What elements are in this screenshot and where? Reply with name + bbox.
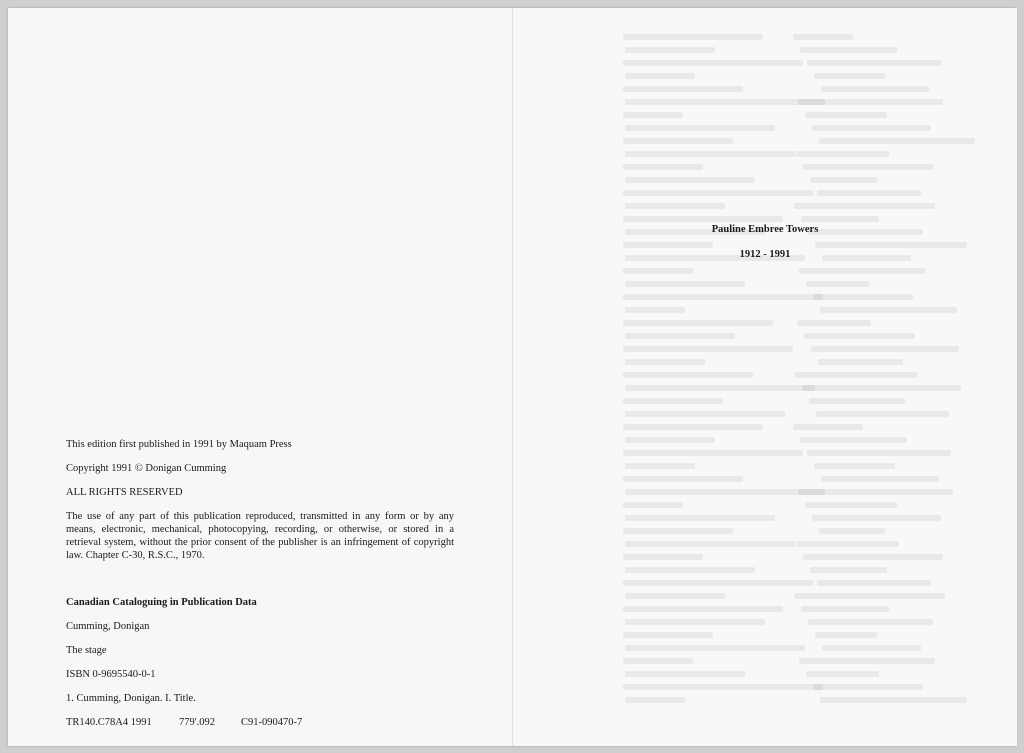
show-through-line (625, 385, 815, 391)
show-through-line (821, 476, 939, 482)
show-through-line (811, 346, 959, 352)
show-through-line (812, 125, 931, 131)
show-through-line (623, 372, 753, 378)
show-through-line (793, 34, 853, 40)
show-through-line (822, 645, 921, 651)
show-through-line (793, 424, 863, 430)
show-through-line (809, 398, 905, 404)
show-through-line (623, 580, 813, 586)
cip-class-lc: TR140.C78A4 1991 (66, 717, 152, 728)
show-through-line (794, 593, 945, 599)
show-through-line (813, 294, 913, 300)
show-through-line (813, 684, 923, 690)
show-through-line (820, 307, 957, 313)
show-through-line (815, 242, 967, 248)
show-through-line (821, 86, 929, 92)
show-through-line (625, 515, 775, 521)
show-through-line (625, 307, 685, 313)
show-through-line (625, 437, 715, 443)
show-through-line (803, 164, 933, 170)
show-through-line (623, 606, 783, 612)
show-through-line (816, 411, 949, 417)
show-through-line (625, 489, 825, 495)
show-through-line (625, 203, 725, 209)
show-through-line (623, 398, 723, 404)
show-through-line (806, 281, 869, 287)
dedication-years: 1912 - 1991 (739, 249, 791, 260)
rights-line: ALL RIGHTS RESERVED (66, 487, 183, 498)
show-through-line (810, 177, 877, 183)
show-through-line (623, 346, 793, 352)
show-through-line (810, 567, 887, 573)
show-through-line (623, 268, 693, 274)
show-through-line (623, 242, 713, 248)
show-through-line (623, 60, 803, 66)
show-through-line (623, 112, 683, 118)
cip-isbn: ISBN 0-9695540-0-1 (66, 669, 156, 680)
show-through-line (623, 34, 763, 40)
show-through-line (625, 151, 795, 157)
show-through-line (808, 619, 933, 625)
show-through-line (623, 86, 743, 92)
copyright-line: Copyright 1991 © Donigan Cumming (66, 463, 227, 474)
show-through-line (814, 73, 885, 79)
cip-class-number: C91-090470-7 (241, 717, 303, 728)
show-through-line (623, 294, 823, 300)
show-through-line (625, 671, 745, 677)
show-through-line (623, 216, 783, 222)
show-through-line (799, 658, 935, 664)
show-through-line (805, 112, 887, 118)
show-through-line (625, 125, 775, 131)
show-through-line (796, 541, 899, 547)
show-through-line (623, 658, 693, 664)
show-through-line (623, 320, 773, 326)
show-through-line (625, 593, 725, 599)
show-through-line (625, 697, 685, 703)
show-through-line (798, 99, 943, 105)
dedication-page (512, 8, 1017, 746)
show-through-line (796, 151, 889, 157)
show-through-line (625, 359, 705, 365)
show-through-line (625, 645, 805, 651)
show-through-line (798, 489, 953, 495)
show-through-line (625, 177, 755, 183)
show-through-line (623, 138, 733, 144)
cip-title: The stage (66, 645, 107, 656)
copyright-page (8, 8, 511, 746)
show-through-line (807, 450, 951, 456)
show-through-line (623, 424, 763, 430)
show-through-line (625, 333, 735, 339)
show-through-line (623, 554, 703, 560)
show-through-line (814, 463, 895, 469)
cip-class-dewey: 779'.092 (179, 717, 216, 728)
show-through-line (623, 632, 713, 638)
show-through-line (623, 190, 813, 196)
show-through-line (794, 203, 935, 209)
cip-subjects: 1. Cumming, Donigan. I. Title. (66, 693, 196, 704)
show-through-line (800, 47, 897, 53)
show-through-line (815, 632, 877, 638)
show-through-line (625, 47, 715, 53)
show-through-line (799, 268, 925, 274)
show-through-line (625, 99, 825, 105)
show-through-line (804, 333, 915, 339)
show-through-line (625, 619, 765, 625)
show-through-line (818, 359, 903, 365)
show-through-line (802, 385, 961, 391)
show-through-line (623, 476, 743, 482)
show-through-line (623, 450, 803, 456)
show-through-line (797, 320, 871, 326)
show-through-line (625, 281, 745, 287)
show-through-line (625, 567, 755, 573)
show-through-line (806, 671, 879, 677)
show-through-line (623, 502, 683, 508)
show-through-line (805, 502, 897, 508)
show-through-line (625, 73, 695, 79)
cip-classification (66, 716, 302, 729)
show-through-line (625, 463, 695, 469)
show-through-line (807, 60, 941, 66)
show-through-line (812, 515, 941, 521)
edition-line: This edition first published in 1991 by Maquam Press (66, 439, 292, 450)
show-through-line (803, 554, 943, 560)
show-through-line (623, 528, 733, 534)
show-through-line (817, 580, 931, 586)
show-through-line (623, 164, 703, 170)
show-through-line (795, 372, 917, 378)
show-through-line (801, 216, 879, 222)
show-through-line (625, 541, 795, 547)
show-through-line (817, 190, 921, 196)
show-through-line (623, 684, 823, 690)
cip-heading: Canadian Cataloguing in Publication Data (66, 597, 257, 608)
show-through-line (819, 138, 975, 144)
book-spread (8, 8, 1016, 746)
show-through-line (820, 697, 967, 703)
show-through-line (801, 606, 889, 612)
show-through-line (800, 437, 907, 443)
show-through-line (819, 528, 885, 534)
show-through-line (625, 411, 785, 417)
dedication-name: Pauline Embree Towers (711, 224, 819, 235)
copyright-notice: The use of any part of this publication reproduced, transmitted in any form or by any means, electronic, mechanical, photocopying, recording, or otherwise, or stored in a retrieval system, without the prior consent of the publisher is an infringement of copyright law. Chapter C-30, R.S.C., 1970. (66, 511, 454, 561)
cip-author: Cumming, Donigan (66, 621, 150, 632)
